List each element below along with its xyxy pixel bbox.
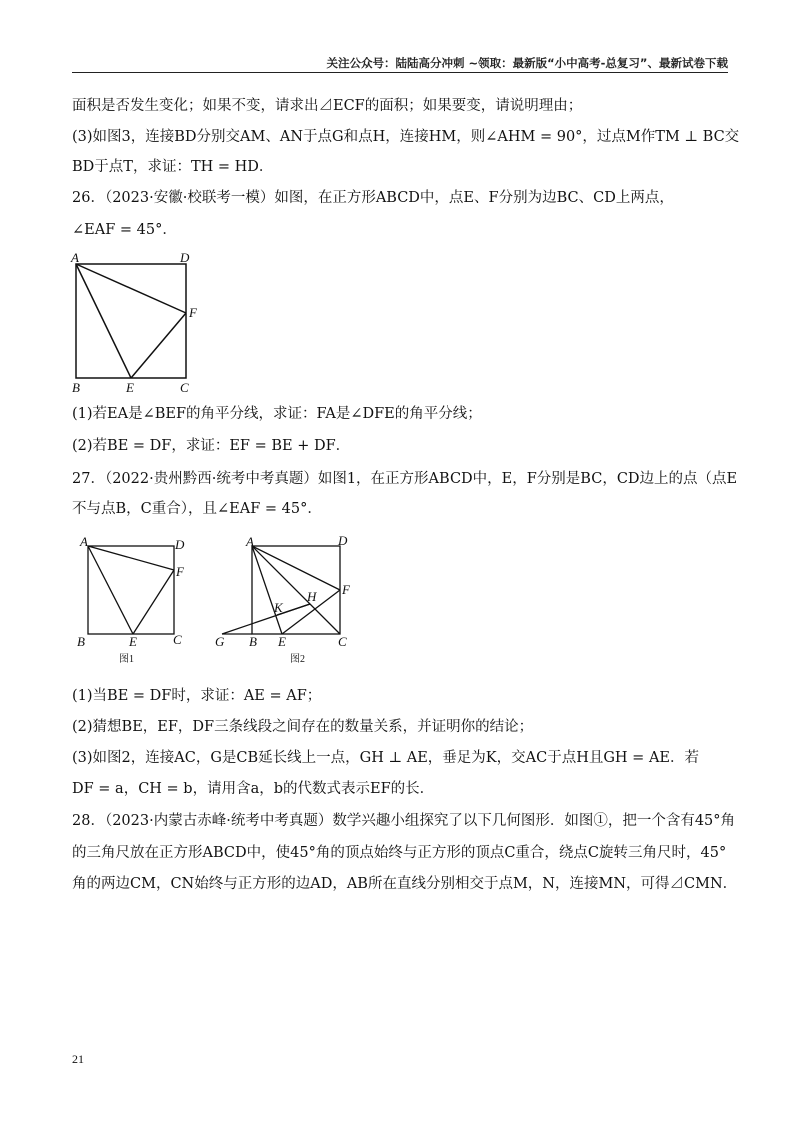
label-c: C bbox=[338, 634, 347, 649]
segment-ae bbox=[76, 264, 131, 378]
segment-af bbox=[88, 546, 174, 570]
segment-ef bbox=[133, 570, 174, 634]
text-line: (2)若BE = DF，求证：EF = BE + DF． bbox=[72, 438, 351, 454]
page-number: 21 bbox=[72, 1052, 84, 1066]
figure-26 bbox=[68, 250, 208, 398]
text-line: ∠EAF = 45°． bbox=[72, 222, 177, 238]
text-line: 面积是否发生变化；如果不变，请求出⊿ECF的面积；如果要变，请说明理由； bbox=[72, 98, 583, 114]
label-g: G bbox=[215, 634, 225, 649]
segment-ae bbox=[88, 546, 133, 634]
segment-ef bbox=[131, 313, 186, 378]
text-line: DF = a，CH = b，请用含a，b的代数式表示EF的长． bbox=[72, 781, 435, 797]
label-k: K bbox=[274, 600, 283, 615]
text-line: (3)如图3，连接BD分别交AM、AN于点G和点H，连接HM，则∠AHM = 90°，过点M作TM ⊥ BC交 bbox=[72, 129, 740, 145]
label-e: E bbox=[126, 380, 134, 395]
label-b: B bbox=[249, 634, 257, 649]
text-line: (3)如图2，连接AC，G是CB延长线上一点，GH ⊥ AE，垂足为K，交AC于点H且GH = AE．若 bbox=[72, 750, 699, 766]
text-line: 不与点B，C重合），且∠EAF = 45°． bbox=[72, 501, 322, 517]
text-line: (1)当BE = DF时，求证：AE = AF； bbox=[72, 688, 322, 704]
text-line: 的三角尺放在正方形ABCD中，使45°角的顶点始终与正方形的顶点C重合，绕点C旋转三角尺时，45° bbox=[72, 845, 727, 861]
label-c: C bbox=[173, 632, 182, 647]
label-d: D bbox=[338, 534, 348, 548]
label-f: F bbox=[342, 582, 350, 597]
text-line: 27．（2022·贵州黔西·统考中考真题）如图1，在正方形ABCD中，E，F分别是BC，CD边上的点（点E bbox=[72, 471, 738, 487]
caption-figure-2: 图2 bbox=[290, 654, 305, 665]
label-h: H bbox=[307, 589, 317, 604]
label-c: C bbox=[180, 380, 189, 395]
text-line: (2)猜想BE，EF，DF三条线段之间存在的数量关系，并证明你的结论； bbox=[72, 719, 534, 735]
label-e: E bbox=[129, 634, 137, 649]
label-a: A bbox=[80, 534, 88, 549]
label-d: D bbox=[180, 250, 190, 265]
label-a: A bbox=[71, 250, 79, 265]
square-abcd bbox=[76, 264, 186, 378]
label-d: D bbox=[175, 537, 185, 552]
segment-ac bbox=[252, 546, 340, 634]
text-line: 26．（2023·安徽·校联考一模）如图，在正方形ABCD中，点E、F分别为边BC、CD上两点， bbox=[72, 190, 674, 206]
text-line: BD于点T，求证：TH = HD． bbox=[72, 159, 274, 175]
label-b: B bbox=[77, 634, 85, 649]
page-header: 关注公众号：陆陆高分冲刺 ~领取：最新版“小中高考-总复习”、最新试卷下载 bbox=[326, 56, 728, 70]
text-line: (1)若EA是∠BEF的角平分线，求证：FA是∠DFE的角平分线； bbox=[72, 406, 482, 422]
label-b: B bbox=[72, 380, 80, 395]
text-line: 角的两边CM，CN始终与正方形的边AD，AB所在直线分别相交于点M，N，连接MN，可得⊿CMN． bbox=[72, 876, 738, 892]
label-f: F bbox=[176, 564, 184, 579]
figure-27-2 bbox=[210, 534, 360, 669]
figure-27-1 bbox=[72, 534, 192, 669]
text-line: 28．（2023·内蒙古赤峰·统考中考真题）数学兴趣小组探究了以下几何图形．如图①，把一个含有45°角 bbox=[72, 813, 736, 829]
label-e: E bbox=[278, 634, 286, 649]
label-f: F bbox=[189, 305, 197, 320]
segment-af bbox=[76, 264, 186, 313]
caption-figure-1: 图1 bbox=[119, 654, 134, 665]
header-rule bbox=[72, 72, 728, 73]
label-a: A bbox=[246, 534, 254, 549]
